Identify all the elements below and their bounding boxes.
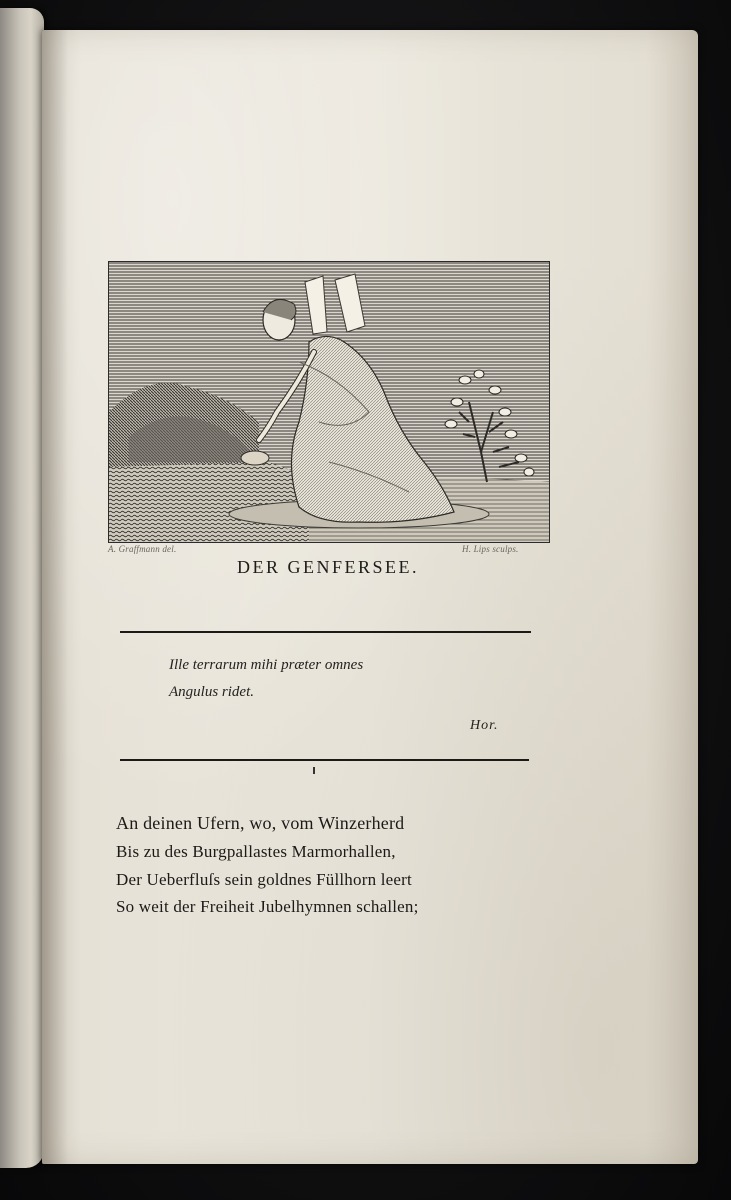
gutter-shadow: [42, 30, 68, 1164]
engraving-illustration: [108, 261, 550, 543]
poem-title: DER GENFERSEE.: [236, 557, 419, 577]
verse-line: Der Ueberfluſs sein goldnes Füllhorn leert: [116, 870, 412, 889]
book-page: [42, 30, 698, 1164]
engraving-svg: [109, 262, 549, 542]
motto-line: Ille terrarum mihi præter omnes: [169, 657, 364, 673]
left-page-edge: [0, 8, 44, 1168]
rule-mark: [313, 767, 315, 774]
top-rule: [120, 631, 531, 633]
verse-line: So weit der Freiheit Jubelhymnen schallen;: [116, 897, 419, 916]
bottom-rule: [120, 759, 529, 761]
motto-attribution: Hor.: [470, 718, 499, 733]
engraving-engraver-credit: H. Lips sculps.: [462, 544, 519, 554]
verse-line: An deinen Ufern, wo, vom Winzerherd: [116, 813, 405, 833]
engraving-artist-credit: A. Graffmann del.: [108, 544, 177, 554]
verse-line: Bis zu des Burgpallastes Marmorhallen,: [116, 842, 396, 861]
motto-line: Angulus ridet.: [169, 684, 254, 700]
